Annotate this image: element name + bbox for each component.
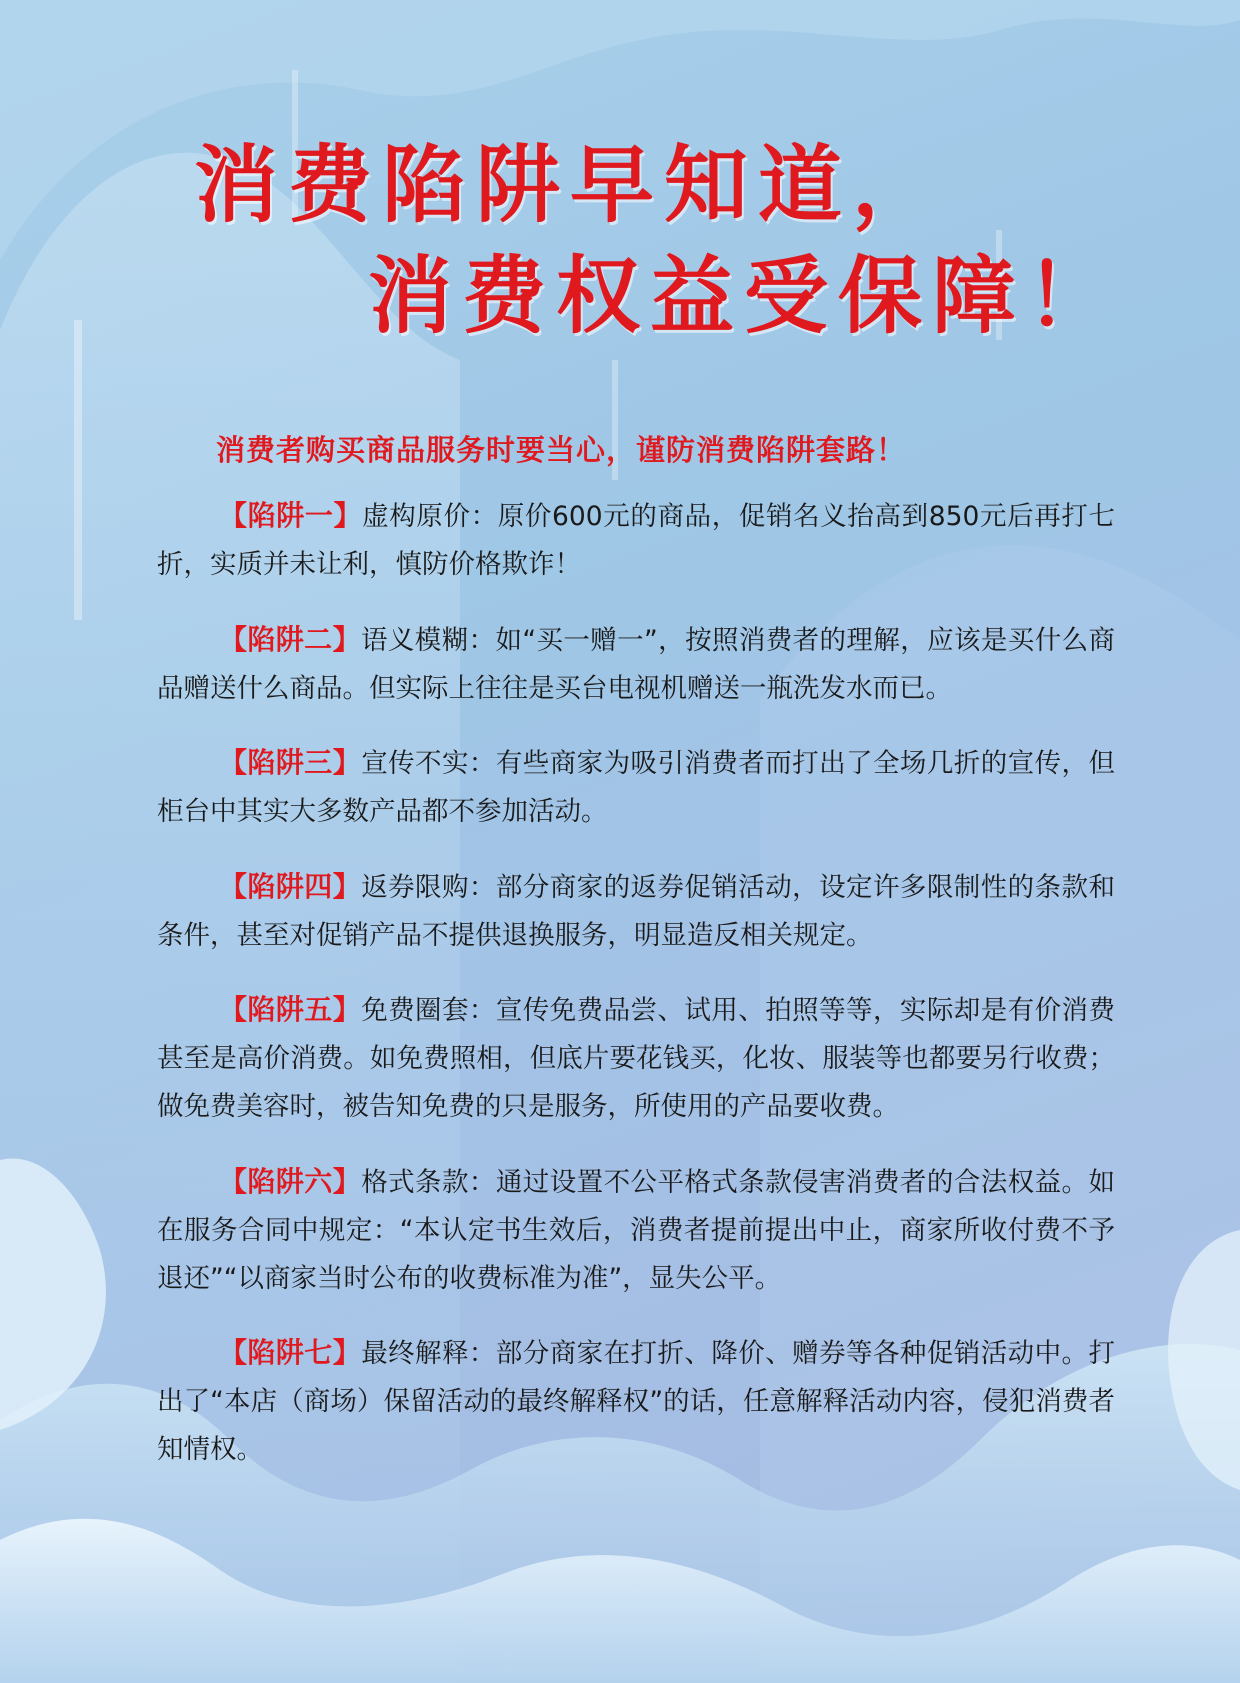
subtitle: 消费者购买商品服务时要当心，谨防消费陷阱套路！: [216, 433, 907, 467]
trap-list: [157, 492, 1115, 1487]
trap-item-4: [157, 863, 1115, 960]
trap-text: 最终解释：部分商家在打折、降价、赠券等各种促销活动中。打出了“本店（商场）保留活动的最终解释权”的话，任意解释活动内容，侵犯消费者知情权。: [157, 1338, 1115, 1465]
trap-text: 虚构原价：原价600元的商品，促销名义抬高到850元后再打七折，实质并未让利，慎防价格欺诈！: [157, 501, 1115, 580]
trap-text: 免费圈套：宣传免费品尝、试用、拍照等等，实际却是有价消费甚至是高价消费。如免费照相，但底片要花钱买，化妆、服装等也都要另行收费；做免费美容时，被告知免费的只是服务，所使用的产品要收费。: [157, 995, 1115, 1122]
trap-text: 返券限购：部分商家的返券促销活动，设定许多限制性的条款和条件，甚至对促销产品不提供退换服务，明显造反相关规定。: [157, 871, 1115, 951]
trap-item-5: [157, 986, 1115, 1131]
trap-item-2: [157, 616, 1115, 713]
trap-text: 语义模糊：如“买一赠一”，按照消费者的理解，应该是买什么商品赠送什么商品。但实际上往往是买台电视机赠送一瓶洗发水而已。: [157, 624, 1115, 704]
trap-label: 【陷阱七】: [219, 1336, 362, 1369]
trap-item-1: [157, 492, 1115, 589]
title-line-2: 消费权益受保障！: [368, 247, 1121, 345]
trap-text: 格式条款：通过设置不公平格式条款侵害消费者的合法权益。如在服务合同中规定：“本认定书生效后，消费者提前提出中止，商家所收付费不予退还”“以商家当时公布的收费标准为准”，显失公平。: [157, 1166, 1115, 1294]
trap-item-7: [157, 1329, 1115, 1474]
trap-item-3: [157, 739, 1115, 836]
trap-label: 【陷阱四】: [219, 869, 362, 903]
title-line-1: 消费陷阱早知道，: [194, 136, 947, 234]
trap-label: 【陷阱三】: [219, 746, 362, 779]
trap-label: 【陷阱一】: [219, 499, 363, 532]
trap-text: 宣传不实：有些商家为吸引消费者而打出了全场几折的宣传，但柜台中其实大多数产品都不参加活动。: [157, 748, 1115, 827]
trap-label: 【陷阱五】: [219, 993, 362, 1026]
trap-item-6: [157, 1158, 1115, 1303]
trap-label: 【陷阱六】: [219, 1164, 362, 1198]
trap-label: 【陷阱二】: [219, 622, 361, 656]
